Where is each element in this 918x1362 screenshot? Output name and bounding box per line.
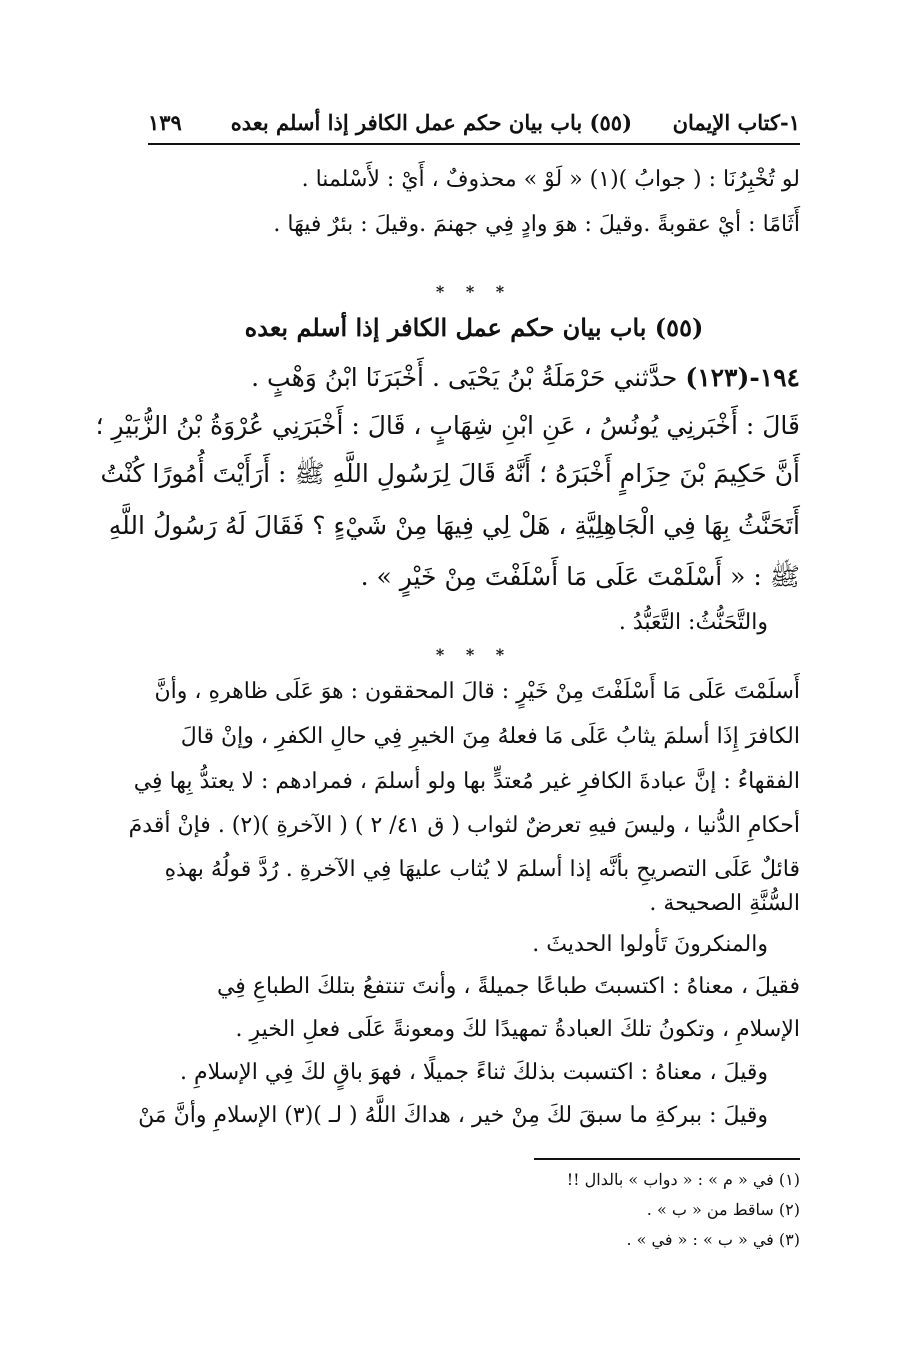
commentary-line: وقيلَ ، معناهُ : اكتسبت بذلكَ ثناءً جميلًا ، فهوَ باقٍ لكَ فِي الإسلامِ . xyxy=(180,1060,768,1085)
commentary-line: الإسلامِ ، وتكونُ تلكَ العبادةُ تمهيدًا لكَ ومعونةً عَلَى فعلِ الخيرِ . xyxy=(235,1017,800,1042)
section-separator: * * * xyxy=(435,282,513,301)
hadith-line: أَتَحَنَّثُ بِهَا فِي الْجَاهِلِيَّةِ ، هَلْ لِي فِيهَا مِنْ شَيْءٍ ؟ فَقَالَ لَهُ رَسُولُ اللَّهِ xyxy=(108,511,800,540)
footnote-rule xyxy=(534,1158,800,1160)
commentary-line: أحكامِ الدُّنيا ، وليسَ فيهِ تعرضٌ لثواب ( ق ٤١/ ٢ ) ( الآخرةِ )(٢) . فإنْ أقدمَ xyxy=(128,813,800,838)
text-line: أَثَامًا : أيْ عقوبةً .وقيلَ : هوَ وادٍ فِي جهنمَ .وقيلَ : بئرٌ فيهَا . xyxy=(273,212,800,237)
chapter-heading: (٥٥) باب بيان حكم عمل الكافر إذا أسلم بعده xyxy=(244,313,704,342)
hadith-line: أَنَّ حَكِيمَ بْنَ حِزَامٍ أَخْبَرَهُ ؛ أَنَّهُ قَالَ لِرَسُولِ اللَّهِ ﷺ : أَرَأَيْتَ أُمُورًا كُنْتُ xyxy=(100,459,800,488)
commentary-line: والمنكرونَ تَأولوا الحديثَ . xyxy=(532,932,768,957)
commentary-line: الكافرَ إِذَا أسلمَ يثابُ عَلَى مَا فعلهُ مِنَ الخيرِ فِي حالِ الكفرِ ، وإنْ قالَ xyxy=(180,724,800,749)
section-separator: * * * xyxy=(435,645,513,664)
commentary-line: الفقهاءُ : إنَّ عبادةَ الكافرِ غير مُعتدٍّ بها ولو أسلمَ ، فمرادهم : لا يعتدُّ بِها فِي xyxy=(133,769,800,794)
footnote: (٣) في « ب » : « في » . xyxy=(626,1230,800,1249)
hadith-line xyxy=(120,354,800,402)
header-book-title: ١-كتاب الإيمان xyxy=(672,110,800,135)
text-line: لو تُخْبِرُنَا : ( جوابُ )(١) « لَوْ » محذوفٌ ، أَيْ : لأَسْلمنا . xyxy=(301,167,800,192)
hadith-line: قَالَ : أَخْبَرنِي يُونُسُ ، عَنِ ابْنِ شِهَابٍ ، قَالَ : أَخْبَرَنِي عُرْوَةُ بْنُ الزُّبَيْرِ ؛ xyxy=(95,411,800,440)
commentary-line: وقيلَ : ببركةِ ما سبقَ لكَ مِنْ خير ، هداكَ اللَّهُ ( لـ )(٣) الإسلامِ وأنَّ مَنْ xyxy=(138,1103,768,1128)
header-rule xyxy=(148,143,800,145)
hadith-line: ﷺ : « أَسْلَمْتَ عَلَى مَا أَسْلَفْتَ مِنْ خَيْرٍ » . xyxy=(360,562,800,591)
running-header xyxy=(148,108,800,138)
commentary-line: أَسلَمْتَ عَلَى مَا أَسْلَفْتَ مِنْ خَيْرٍ : قالَ المحققون : هوَ عَلَى ظاهرهِ ، وأنَّ xyxy=(154,679,800,704)
header-chapter-title: (٥٥) باب بيان حكم عمل الكافر إذا أسلم بعده xyxy=(230,110,632,135)
hadith-gloss: والتَّحَنُّثُ: التَّعَبُّدُ . xyxy=(618,610,768,635)
commentary-line: السُّنَّةِ الصحيحة . xyxy=(649,891,800,916)
footnote: (٢) ساقط من « ب » . xyxy=(646,1200,800,1219)
commentary-line: قائلٌ عَلَى التصريحِ بأنَّه إذا أسلمَ لا يُثاب عليهَا فِي الآخرةِ . رُدَّ قولُهُ بهذهِ xyxy=(164,857,800,882)
hadith-isnad: حدَّثني حَرْمَلَةُ بْنُ يَحْيَى . أَخْبَرَنَا ابْنُ وَهْبٍ . xyxy=(251,363,678,392)
hadith-number: ١٩٤-(١٢٣) xyxy=(685,363,800,392)
commentary-line: فقيلَ ، معناهُ : اكتسبتَ طباعًا جميلةً ، وأنتَ تنتفعُ بتلكَ الطباعِ فِي xyxy=(216,974,800,999)
page-number: ١٣٩ xyxy=(148,110,182,135)
footnote: (١) في « م » : « دواب » بالدال !! xyxy=(566,1170,800,1189)
